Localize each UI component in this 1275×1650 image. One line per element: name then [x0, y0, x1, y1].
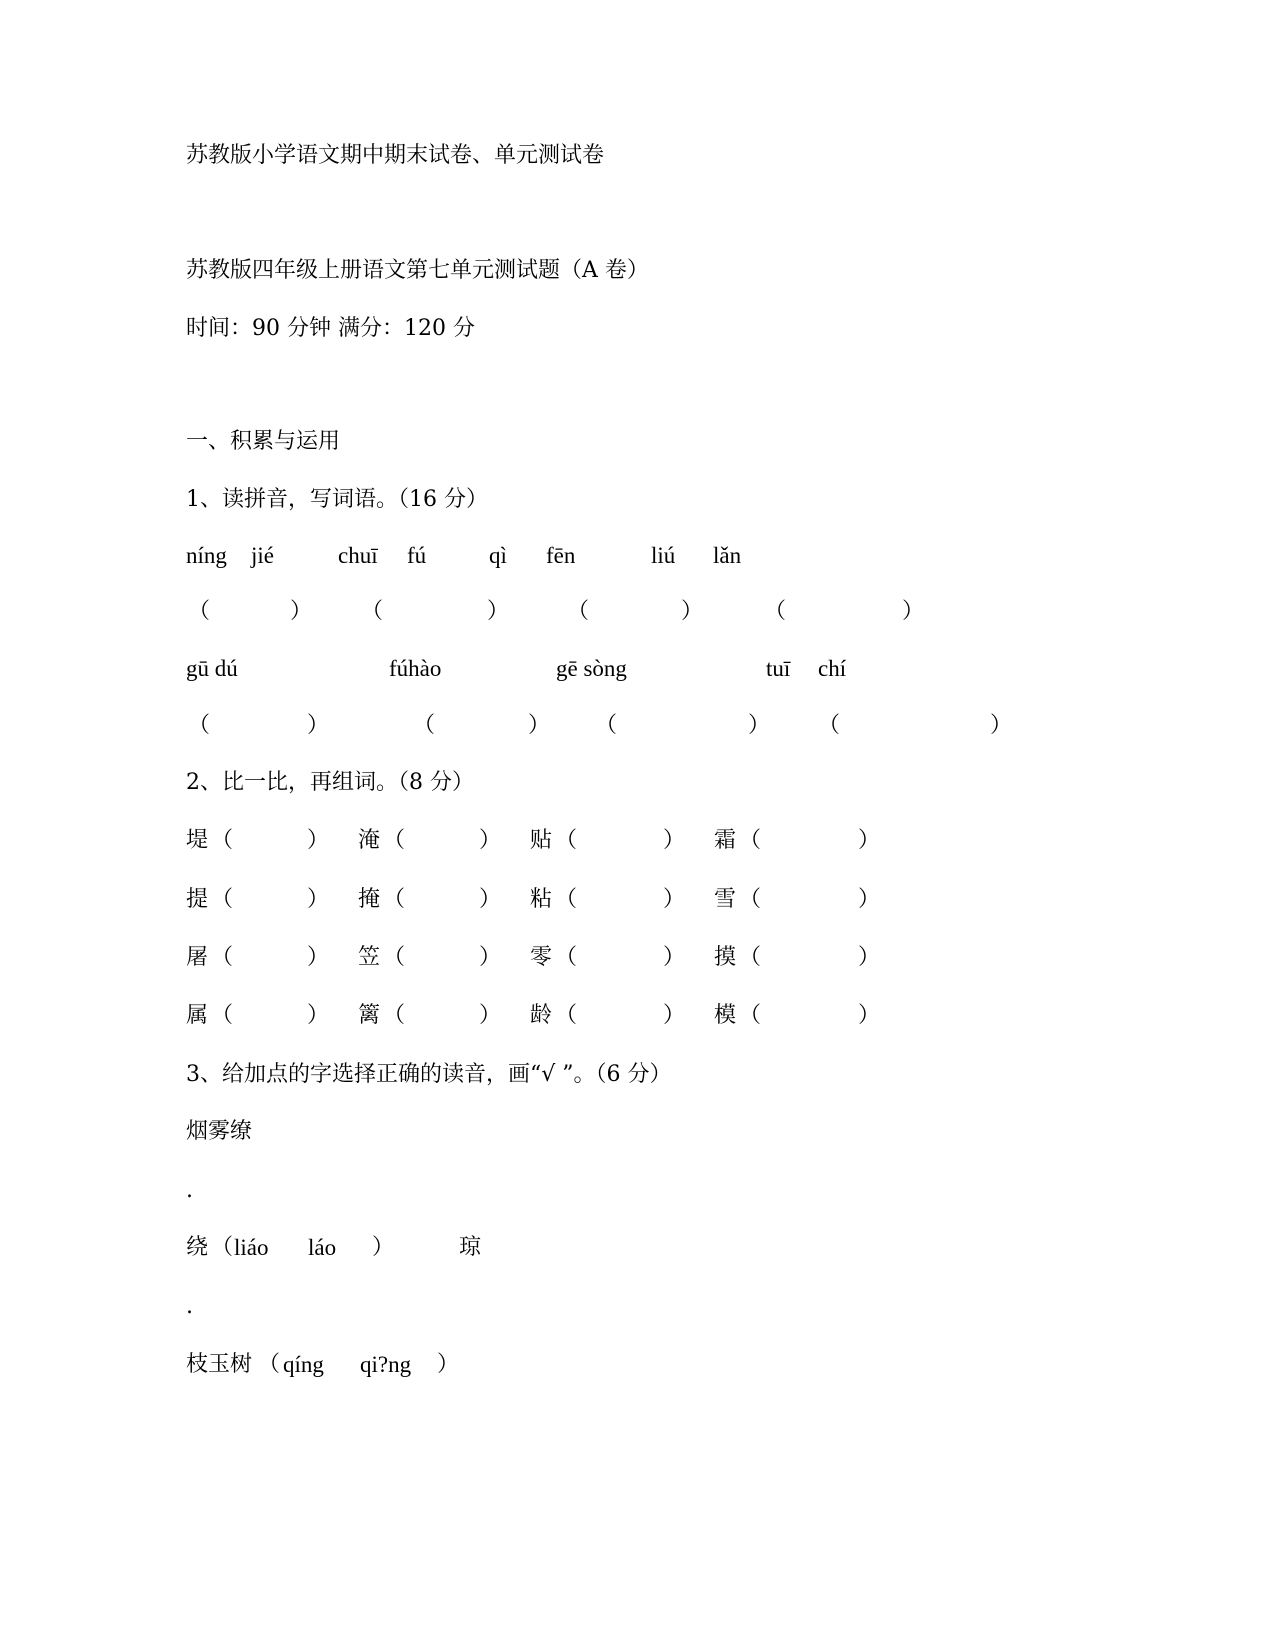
option-paren-open: （ — [258, 1352, 281, 1377]
pinyin: chí — [818, 656, 847, 681]
answer-blank-open[interactable]: （ — [595, 713, 618, 738]
compare-char: 屠 — [186, 945, 209, 970]
pinyin: liú — [651, 543, 676, 568]
answer-blank-open[interactable]: （ — [739, 887, 762, 912]
compare-char: 雪 — [714, 887, 737, 912]
answer-blank-open[interactable]: （ — [383, 945, 406, 970]
answer-blank-open[interactable]: （ — [739, 945, 762, 970]
compare-char: 笠 — [358, 945, 381, 970]
emphasis-dot: . — [186, 1294, 193, 1319]
pinyin-option[interactable]: qíng — [283, 1352, 324, 1377]
answer-blank-close: ） — [487, 599, 510, 624]
answer-blank-close: ） — [663, 828, 686, 853]
series-title: 苏教版小学语文期中期末试卷、单元测试卷 — [186, 143, 605, 168]
answer-blank-open[interactable]: （ — [764, 599, 787, 624]
compare-char: 贴 — [530, 828, 553, 853]
q3-char: 琼 — [459, 1235, 482, 1260]
answer-blank-open[interactable]: （ — [739, 1003, 762, 1028]
answer-blank-open[interactable]: （ — [361, 599, 384, 624]
q1-prompt: 1、读拼音，写词语。（16 分） — [186, 487, 488, 512]
answer-blank-close: ） — [479, 1003, 502, 1028]
answer-blank-close: ） — [528, 713, 551, 738]
answer-blank-close: ） — [307, 1003, 330, 1028]
compare-char: 龄 — [530, 1003, 553, 1028]
option-paren-close: ） — [437, 1352, 460, 1377]
pinyin: gē sòng — [556, 656, 627, 681]
answer-blank-close: ） — [307, 887, 330, 912]
compare-char: 掩 — [358, 887, 381, 912]
compare-char: 属 — [186, 1003, 209, 1028]
pinyin: chuī — [338, 543, 378, 568]
q2-prompt: 2、比一比，再组词。（8 分） — [186, 770, 474, 795]
compare-char: 模 — [714, 1003, 737, 1028]
answer-blank-close: ） — [479, 828, 502, 853]
answer-blank-open[interactable]: （ — [188, 713, 211, 738]
answer-blank-open[interactable]: （ — [383, 887, 406, 912]
answer-blank-close: ） — [479, 887, 502, 912]
answer-blank-close: ） — [663, 1003, 686, 1028]
q3-word: 烟雾缭 — [186, 1119, 253, 1144]
answer-blank-open[interactable]: （ — [211, 887, 234, 912]
answer-blank-open[interactable]: （ — [413, 713, 436, 738]
answer-blank-close: ） — [858, 828, 881, 853]
answer-blank-close: ） — [858, 945, 881, 970]
answer-blank-open[interactable]: （ — [555, 887, 578, 912]
answer-blank-close: ） — [681, 599, 704, 624]
answer-blank-open[interactable]: （ — [555, 828, 578, 853]
answer-blank-close: ） — [307, 713, 330, 738]
q3-word: 枝玉树 — [186, 1352, 253, 1377]
answer-blank-close: ） — [663, 887, 686, 912]
answer-blank-open[interactable]: （ — [211, 1003, 234, 1028]
compare-char: 篱 — [358, 1003, 381, 1028]
answer-blank-close: ） — [902, 599, 925, 624]
answer-blank-open[interactable]: （ — [211, 828, 234, 853]
answer-blank-close: ） — [307, 828, 330, 853]
pinyin: fēn — [546, 543, 576, 568]
exam-title: 苏教版四年级上册语文第七单元测试题（A 卷） — [186, 258, 649, 283]
answer-blank-open[interactable]: （ — [739, 828, 762, 853]
pinyin: tuī — [766, 656, 791, 681]
pinyin: fú — [407, 543, 427, 568]
pinyin-option[interactable]: qi?ng — [360, 1352, 412, 1377]
answer-blank-open[interactable]: （ — [555, 1003, 578, 1028]
compare-char: 摸 — [714, 945, 737, 970]
pinyin-option[interactable]: liáo — [234, 1235, 269, 1260]
answer-blank-open[interactable]: （ — [818, 713, 841, 738]
time-info: 时间：90 分钟 满分：120 分 — [186, 316, 475, 341]
answer-blank-open[interactable]: （ — [555, 945, 578, 970]
answer-blank-close: ） — [990, 713, 1013, 738]
pinyin: fúhào — [389, 656, 442, 681]
option-paren-open: （ — [211, 1235, 234, 1260]
q3-prompt: 3、给加点的字选择正确的读音，画“√ ”。（6 分） — [186, 1062, 672, 1087]
answer-blank-open[interactable]: （ — [383, 1003, 406, 1028]
q3-char: 绕 — [186, 1235, 209, 1260]
answer-blank-close: ） — [290, 599, 313, 624]
compare-char: 淹 — [358, 828, 381, 853]
answer-blank-close: ） — [858, 1003, 881, 1028]
compare-char: 提 — [186, 887, 209, 912]
answer-blank-open[interactable]: （ — [188, 599, 211, 624]
answer-blank-open[interactable]: （ — [211, 945, 234, 970]
answer-blank-close: ） — [479, 945, 502, 970]
pinyin: jié — [251, 543, 274, 568]
answer-blank-close: ） — [858, 887, 881, 912]
option-paren-close: ） — [372, 1235, 395, 1260]
emphasis-dot: . — [186, 1178, 193, 1203]
pinyin: níng — [186, 543, 227, 568]
answer-blank-close: ） — [748, 713, 771, 738]
pinyin: lǎn — [713, 543, 742, 568]
answer-blank-close: ） — [663, 945, 686, 970]
answer-blank-open[interactable]: （ — [567, 599, 590, 624]
compare-char: 粘 — [530, 887, 553, 912]
section-title: 一、积累与运用 — [186, 429, 341, 454]
answer-blank-open[interactable]: （ — [383, 828, 406, 853]
compare-char: 零 — [530, 945, 553, 970]
pinyin: gū dú — [186, 656, 238, 681]
compare-char: 霜 — [714, 828, 737, 853]
pinyin-option[interactable]: láo — [308, 1235, 337, 1260]
answer-blank-close: ） — [307, 945, 330, 970]
pinyin: qì — [489, 543, 507, 568]
compare-char: 堤 — [186, 828, 209, 853]
